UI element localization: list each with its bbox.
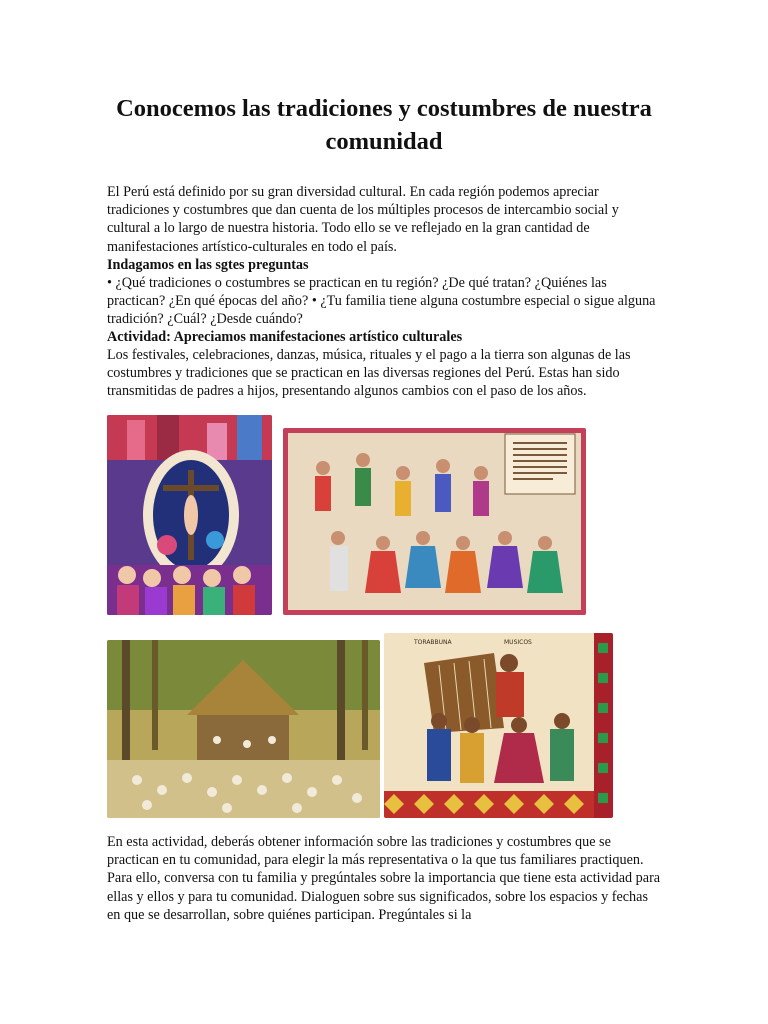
page-title: Conocemos las tradiciones y costumbres de nuestra comunidad — [116, 95, 652, 155]
festival-painting-image — [107, 415, 272, 615]
image4-label-right: MUSICOS — [504, 639, 532, 646]
questions-text: • ¿Qué tradiciones o costumbres se practican en tu región? ¿De qué tratan? ¿Quiénes las practican? ¿En qué épocas del año? • ¿Tu familia tiene alguna costumbre especial o sigue alguna tradición? ¿Cuál? ¿Desde cuándo? — [107, 275, 656, 328]
activity-heading: Actividad: Apreciamos manifestaciones artístico culturales — [107, 329, 463, 345]
activity-paragraph: Los festivales, celebraciones, danzas, música, rituales y el pago a la tierra son algunas de las costumbres y tradiciones que se practican en las diversas regiones del Perú. Estas han sido transmitidas de padres a hijos, presentando algunos cambios con el paso de los años. — [107, 347, 631, 400]
image4-label-left: TORABBUNA — [414, 639, 452, 646]
musicians-image — [384, 633, 613, 818]
questions-heading: Indagamos en las sgtes preguntas — [107, 257, 309, 273]
intro-paragraph: El Perú está definido por su gran diversidad cultural. En cada región podemos apreciar tradiciones y costumbres que dan cuenta de los múltiples procesos de intercambio social y cultural a lo largo de nuestra historia. Todo ello se ve reflejado en la gran cantidad de manifestaciones artístico-culturales en todo el país. — [107, 184, 619, 255]
andean-dancers-image — [283, 428, 586, 615]
closing-paragraph: En esta actividad, deberás obtener información sobre las tradiciones y costumbres que se practican en tu comunidad, para elegir la más representativa o la que tus familiares practiquen. Para ello, conversa con tu familia y pregúntales sobre la importancia que tiene esta actividad para ellas y ellos y para tu comunidad. Dialoguen sobre sus significados, sobre los espacios y fechas en que se desarrollan, sobre quiénes participan. Pregúntales si la — [107, 834, 661, 923]
amazonian-community-image — [107, 640, 380, 818]
